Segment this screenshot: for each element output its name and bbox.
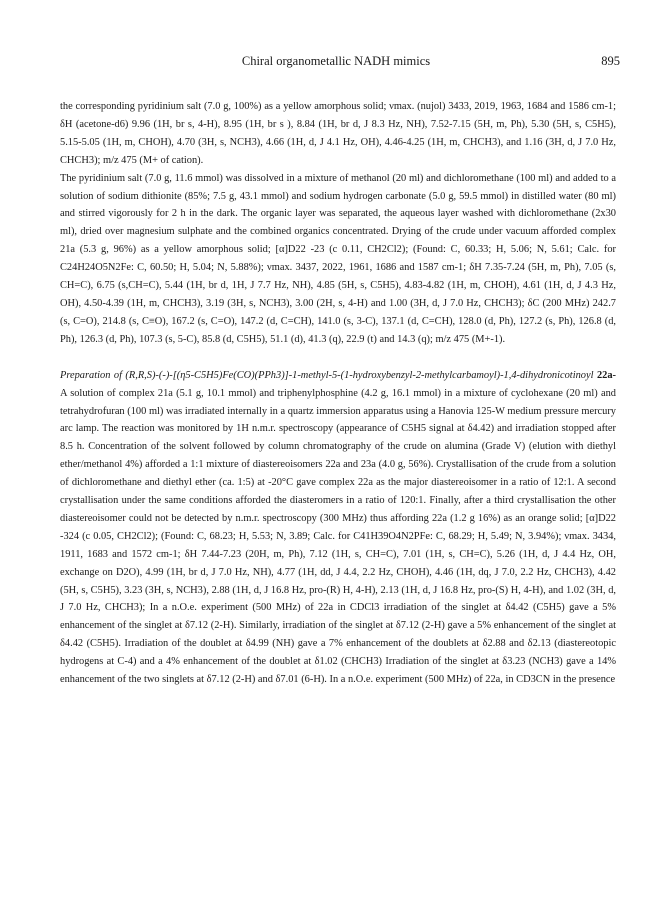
paragraph-pyridinium-salt: the corresponding pyridinium salt (7.0 g, 100%) as a yellow amorphous solid; νmax. (nujol) 3433, 2019, 1963, 1684 and 1586 cm-1; δH (acetone-d6) 9.96 (1H, br s, 4-H), 8.95 (1H, br s ), 8.84 (1H, br d, J 8.3 Hz, NH), 7.52-7.15 (5H, m, Ph), 5.30 (5H, s, C5H5), 5.15-5.05 (1H, m, CHOH), 4.70 (3H, s, NCH3), 4.66 (1H, d, J 4.1 Hz, OH), 4.46-4.25 (1H, m, CHCH3), and 1.16 (3H, d, J 7.0 Hz, CHCH3); m/z 475 (M+ of cation).	[60, 101, 616, 166]
running-title: Chiral organometallic NADH mimics	[241, 54, 431, 68]
preparation-heading: Preparation of (R,R,S)-(-)-[(η5-C5H5)Fe(CO)(PPh3)]-1-methyl-5-(1-hydroxybenzyl-2-methylcarbamoyl)-1,4-dihydronicotinoyl	[60, 369, 594, 381]
page-header	[0, 54, 672, 72]
compound-label: 22a-	[596, 369, 616, 381]
paragraph-reduction: The pyridinium salt (7.0 g, 11.6 mmol) was dissolved in a mixture of methanol (20 ml) and dichloromethane (100 ml) and added to a solution of sodium dithionite (85%; 7.5 g, 43.1 mmol) and sodium hydrogen carbonate (5.0 g, 59.5 mmol) in distilled water (80 ml) and stirred vigorously for 2 h in the dark. The organic layer was separated, the aqueous layer washed with dichloromethane (2x30 ml), dried over magnesium sulphate and the combined organics concentrated. Drying of the crude under vacuum afforded complex 21a (5.3 g, 96%) as a yellow amorphous solid; [α]D22 -23 (c 0.11, CH2Cl2); (Found: C, 60.33; H, 5.06; N, 5.61; Calc. for C24H24O5N2Fe: C, 60.50; H, 5.04; N, 5.88%); νmax. 3437, 2022, 1961, 1686 and 1587 cm-1; δH 7.35-7.24 (5H, m, Ph), 7.05 (s, CH=C), 6.75 (s,CH=C), 5.44 (1H, br d, 1H, J 7.7 Hz, NH), 4.85 (5H, s, C5H5), 4.83-4.82 (1H, m, CHOH), 4.61 (1H, d, J 4.3 Hz, OH), 4.50-4.39 (1H, m, CHCH3), 3.19 (3H, s, NCH3), 3.00 (2H, s, 4-H) and 1.00 (3H, d, J 7.0 Hz, CHCH3); δC (200 MHz) 242.7 (s, C=O), 214.8 (s, C≡O), 167.2 (s, C=O), 147.2 (d, C=CH), 141.0 (s, 3-C), 137.1 (d, C=CH), 128.0 (d, Ph), 127.2 (s, Ph), 126.8 (d, Ph), 126.3 (d, Ph), 107.3 (s, 5-C), 85.8 (d, C5H5), 51.1 (d), 41.3 (q), 22.9 (t) and 14.3 (q); m/z 475 (M+-1).	[60, 172, 616, 345]
paragraph-spacer	[60, 349, 616, 367]
page-number: 895	[601, 54, 620, 68]
preparation-text: A solution of complex 21a (5.1 g, 10.1 mmol) and triphenylphosphine (4.2 g, 16.1 mmol) in a mixture of cyclohexane (20 ml) and tetrahydrofuran (100 ml) was irradiated internally in a quartz immersion apparatus using a Hanovia 125-W medium pressure mercury arc lamp. The reaction was monitored by 1H n.m.r. spectroscopy (appearance of C5H5 signal at δ4.42) and irradiation stopped after 8.5 h. Concentration of the solvent followed by column chromatography of the crude on alumina (Grade V) (elution with diethyl ether/methanol 4%) afforded a 1:1 mixture of diastereoisomers 22a and 23a (4.0 g, 56%). Crystallisation of the crude from a solution of dichloromethane and diethyl ether (ca. 1:5) at -20°C gave complex 22a as the major diastereoisomer in a ratio of 12:1. A second crystallisation under the same conditions afforded the diasteromers in a ratio of 120:1. Finally, after a third crystallisation the other diastereoisomer could not be detected by n.m.r. spectroscopy (300 MHz) thus affording 22a (1.2 g 16%) as an orange solid; [α]D22 -324 (c 0.05, CH2Cl2); (Found: C, 68.23; H, 5.53; N, 3.89; Calc. for C41H39O4N2PFe: C, 68.29; H, 5.49; N, 3.94%); νmax. 3434, 1911, 1683 and 1572 cm-1; δH 7.44-7.23 (20H, m, Ph), 7.12 (1H, s, CH=C), 7.01 (1H, s, CH=C), 5.26 (1H, d, J 4.4 Hz, OH, exchange on D2O), 4.99 (1H, br d, J 7.0 Hz, NH), 4.77 (1H, dd, J 4.4, 2.2 Hz, CHOH), 4.46 (1H, dq, J 7.0, 2.2 Hz, CHCH3), 4.42 (5H, s, C5H5), 3.23 (3H, s, NCH3), 2.88 (1H, d, J 16.8 Hz, pro-(R) H, 4-H), 2.13 (1H, d, J 16.8 Hz, pro-(S) H, 4-H), and 1.02 (3H, d, J 7.0 Hz, CHCH3); In a n.O.e. experiment (500 MHz) of 22a in CDCl3 irradiation of the singlet at δ4.42 (C5H5) gave a 5% enhancement of the singlet at δ7.12 (2-H). Similarly, irradiation of the singlet at δ7.12 (2-H) gave a 5% enhancement of the singlet at δ4.42 (C5H5). Irradiation of the doublet at δ4.99 (NH) gave a 7% enhancement of the doublets at δ2.88 and δ2.13 (diastereotopic hydrogens at C-4) and a 4% enhancement of the doublet at δ1.02 (CHCH3) Irradiation of the singlet at δ3.23 (NCH3) gave a 14% enhancement of the two singlets at δ7.12 (2-H) and δ7.01 (6-H). In a n.O.e. experiment (500 MHz) of 22a, in CD3CN in the presence	[60, 387, 616, 686]
paragraph-preparation-22a	[60, 367, 616, 689]
article-body	[60, 98, 616, 689]
